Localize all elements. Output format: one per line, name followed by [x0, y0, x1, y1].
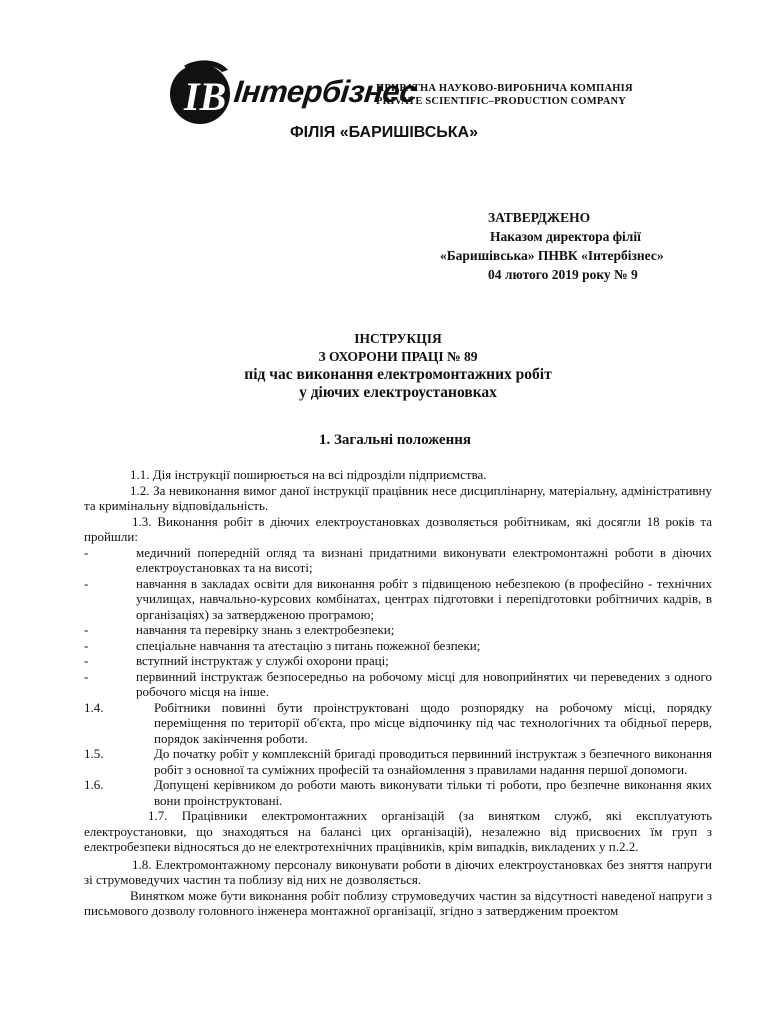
list-dash: - — [84, 653, 89, 668]
company-name-en: PRIVATE SCIENTIFIC–PRODUCTION COMPANY — [376, 96, 627, 107]
svg-text:ІВ: ІВ — [184, 74, 227, 119]
section-heading: 1. Загальні положення — [319, 432, 471, 448]
paragraph-1-1: 1.1. Дія інструкції поширюється на всі підрозділи підприємства. — [130, 467, 487, 482]
list-item — [84, 669, 712, 700]
paragraph-1-8: 1.8. Електромонтажному персоналу виконувати роботи в діючих електроустановках без зняття напруги зі струмоведучих частин та поблизу від них не дозволяється. — [84, 856, 712, 887]
paragraph-text: Робітники повинні бути проінструктовані щодо розпорядку на робочому місці, порядку переміщення по території об'єкта, про місце відпочинку під час технологічних та обідньої перерв, порядок закінчення роботи. — [154, 699, 712, 746]
list-dash: - — [84, 668, 89, 684]
paragraph-1-7: 1.7. Працівники електромонтажних організацій (за винятком служб, які експлуатують електроустановки, що знаходяться на балансі цих організацій), незалежно від присвоєних їм груп з електробезпеки відносяться до не електротехнічних працівників, крім випадків, викладених у п.2.2. — [84, 808, 712, 854]
document-body — [84, 467, 712, 919]
title-line-4: у діючих електроустановках — [299, 384, 497, 401]
list-dash: - — [84, 575, 89, 591]
branch-title: ФІЛІЯ «БАРИШІВСЬКА» — [290, 124, 478, 141]
paragraph-1-6 — [84, 777, 712, 808]
list-item-text: медичний попередній огляд та визнані придатними виконувати електромонтажні роботи в діючих електроустановках та на висоті; — [136, 544, 712, 575]
list-item — [84, 576, 712, 623]
list-item — [84, 653, 712, 669]
list-item — [84, 638, 712, 654]
title-line-2: З ОХОРОНИ ПРАЦІ № 89 — [318, 349, 478, 364]
list-item-text: навчання та перевірку знань з електробезпеки; — [136, 622, 395, 637]
paragraph-text: Допущені керівником до роботи мають виконувати тільки ті роботи, про безпечне виконання яких вони проінструктовані. — [154, 777, 712, 808]
list-dash: - — [84, 544, 89, 560]
list-dash: - — [84, 637, 89, 653]
title-line-1: ІНСТРУКЦІЯ — [354, 331, 442, 346]
approval-order: Наказом директора філії — [490, 229, 641, 244]
company-logo — [166, 56, 636, 128]
approval-company: «Баришівська» ПНВК «Інтербізнес» — [440, 248, 664, 263]
document-title — [0, 330, 768, 402]
interbiznes-emblem-icon — [166, 56, 238, 128]
paragraph-1-4 — [84, 700, 712, 747]
list-item — [84, 545, 712, 576]
paragraph-1-5 — [84, 746, 712, 777]
logo-wordmark: Інтербізнес — [232, 74, 419, 109]
paragraph-1-3: 1.3. Виконання робіт в діючих електроустановках дозволяється робітникам, які досягли 18 років та пройшли: — [84, 513, 712, 544]
paragraph-1-2: 1.2. За невиконання вимог даної інструкції працівник несе дисциплінарну, матеріальну, адміністративну та кримінальну відповідальність. — [84, 482, 712, 513]
list-item-text: навчання в закладах освіти для виконання робіт з підвищеною небезпекою (в професійно - технічних училищах, навчально-курсових комбінатах, центрах підготовки і перепідготовки робітничих кадрів, в організаціях) за затвердженою програмою; — [136, 575, 712, 622]
list-item-text: спеціальне навчання та атестацію з питань пожежної безпеки; — [136, 637, 481, 653]
approval-heading: ЗАТВЕРДЖЕНО — [488, 210, 591, 225]
paragraph-number: 1.5. — [84, 746, 104, 761]
approval-date: 04 лютого 2019 року № 9 — [488, 267, 638, 282]
list-item — [84, 622, 712, 638]
title-line-3: під час виконання електромонтажних робіт — [244, 366, 552, 383]
paragraph-1-8-exception: Винятком може бути виконання робіт поблизу струмоведучих частин за відсутності наведеної напруги з письмового дозволу головного інженера монтажної організації, згідно з затвердженим проектом — [84, 887, 712, 918]
paragraph-number: 1.6. — [84, 777, 104, 792]
list-item-text: первинний інструктаж безпосередньо на робочому місці для новоприйнятих чи переведених з одного робочого місця на інше. — [136, 668, 712, 699]
approval-block — [430, 208, 730, 284]
list-item-text: вступний інструктаж у службі охорони праці; — [136, 653, 389, 668]
company-name-ua: ПРИВАТНА НАУКОВО-ВИРОБНИЧА КОМПАНІЯ — [376, 83, 633, 94]
paragraph-number: 1.4. — [84, 699, 104, 715]
paragraph-text: До початку робіт у комплексній бригаді проводиться первинний інструктаж з безпечного виконання робіт з основної та суміжних професій та ознайомлення з правилами надання першої допомоги. — [154, 746, 712, 777]
list-dash: - — [84, 622, 89, 637]
